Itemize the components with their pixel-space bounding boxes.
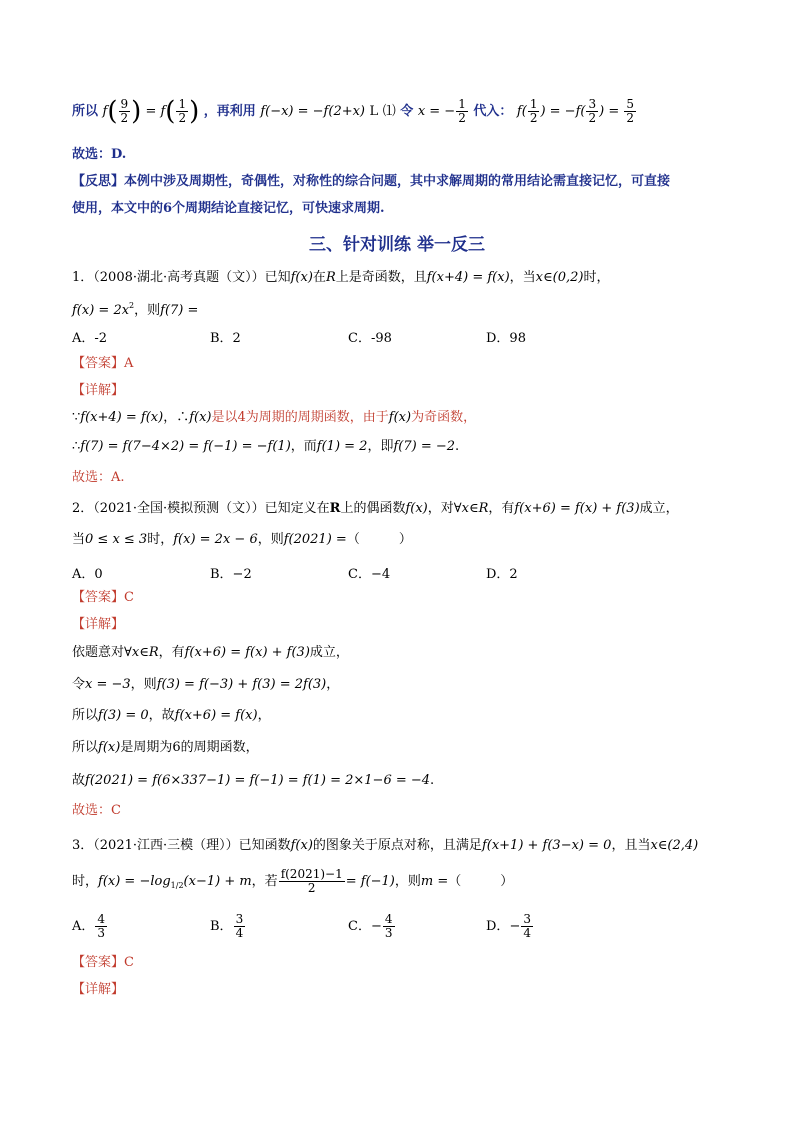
q2-detail-tag: 【详解】 bbox=[72, 617, 125, 632]
text-let: 令 bbox=[400, 104, 414, 119]
q3-option-a: A． $\frac{4}{3}$ bbox=[72, 912, 106, 940]
q3-option-c: C．− $\frac{4}{3}$ bbox=[348, 912, 393, 940]
q2-detail-line4: 所以f(x)是周期为6的周期函数， bbox=[72, 740, 259, 755]
q1-option-d: D．98 bbox=[486, 331, 526, 346]
q1-option-b: B．2 bbox=[210, 331, 241, 346]
math-symmetry: f(−x) = −f(2+x) bbox=[260, 104, 366, 119]
q2-option-c: C．−4 bbox=[348, 567, 391, 582]
q2-answer: 【答案】C bbox=[72, 590, 134, 605]
q2-detail-line3: 所以f(3) = 0，故f(x+6) = f(x)， bbox=[72, 708, 271, 723]
q1-detail-line2: ∴f(7) = f(7−4×2) = f(−1) = −f(1)，而f(1) = 2，即f(7) = −2. bbox=[72, 439, 460, 454]
q1-option-c: C．-98 bbox=[348, 331, 392, 346]
math-result: f( $\frac{1}{2}$ ) = −f( $\frac{3}{2}$ ) = $\frac{5}{2}$ bbox=[516, 97, 634, 125]
q2-detail-line2: 令x = −3，则f(3) = f(−3) + f(3) = 2f(3)， bbox=[72, 677, 340, 692]
reflection-line2: 使用，本文中的6个周期结论直接记忆，可快速求周期. bbox=[72, 201, 385, 216]
q3-stem-line2: 时，$f(x) = -\log_{1/2}(x-1) + m$，若 $\frac{f(2021)-1}{2}$ = f(−1)，则m =（ ） bbox=[72, 867, 514, 895]
q3-answer: 【答案】C bbox=[72, 955, 134, 970]
q3-detail-tag: 【详解】 bbox=[72, 982, 125, 997]
q2-stem-line2: 当0 ≤ x ≤ 3时，f(x) = 2x − 6，则f(2021) =（ ） bbox=[72, 532, 412, 547]
q3-option-d: D．− $\frac{3}{4}$ bbox=[486, 912, 531, 940]
text-substitute: 代入： bbox=[473, 104, 513, 119]
q3-stem-line1: 3．（2021·江西·三模（理））已知函数f(x)的图象关于原点对称，且满足f(x+1) + f(3−x) = 0，且当x∈(2,4) bbox=[72, 838, 699, 853]
q1-answer: 【答案】A bbox=[72, 356, 134, 371]
q1-detail-tag: 【详解】 bbox=[72, 383, 125, 398]
text-mid: ，再利用 bbox=[203, 104, 256, 119]
q1-detail-line1: ∵f(x+4) = f(x)，∴f(x)是以4为周期的周期函数，由于f(x)为奇函数， bbox=[72, 410, 477, 425]
q1-option-a: A．-2 bbox=[72, 331, 108, 346]
math-x-value: x = − $\frac{1}{2}$ bbox=[417, 97, 466, 125]
q1-choose: 故选：A. bbox=[72, 470, 125, 485]
box-glyph: L bbox=[369, 104, 379, 119]
q2-option-a: A．0 bbox=[72, 567, 103, 582]
math-f9: f( $\frac{9}{2}$ ) = f( $\frac{1}{2}$ ) bbox=[102, 96, 200, 127]
q2-detail-line5: 故f(2021) = f(6×337−1) = f(−1) = f(1) = 2×1−6 = −4. bbox=[72, 773, 435, 788]
q2-stem-line1: 2．（2021·全国·模拟预测（文））已知定义在R上的偶函数f(x)，对∀x∈R，有f(x+6) = f(x) + f(3)成立， bbox=[72, 501, 679, 516]
q1-stem-line1: 1．（2008·湖北·高考真题（文））已知f(x)在R上是奇函数，且f(x+4) = f(x)，当x∈(0,2)时， bbox=[72, 270, 610, 285]
top-formula-line bbox=[72, 98, 637, 125]
text-prefix: 所以 bbox=[72, 104, 99, 119]
answer-d: 故选：D. bbox=[72, 147, 127, 162]
q2-option-d: D．2 bbox=[486, 567, 518, 582]
q2-choose: 故选：C bbox=[72, 803, 121, 818]
q2-option-b: B．−2 bbox=[210, 567, 252, 582]
q2-detail-line1: 依题意对∀x∈R，有f(x+6) = f(x) + f(3)成立， bbox=[72, 645, 349, 660]
reflection-line1: 【反思】本例中涉及周期性，奇偶性，对称性的综合问题，其中求解周期的常用结论需直接记忆，可直接 bbox=[72, 174, 671, 189]
circled-1: ⑴ bbox=[382, 104, 396, 119]
q3-option-b: B． $\frac{3}{4}$ bbox=[210, 912, 244, 940]
q1-stem-line2: $f(x) = 2x^2$，则f(7) = bbox=[72, 301, 199, 318]
section-title: 三、针对训练 举一反三 bbox=[309, 235, 485, 255]
